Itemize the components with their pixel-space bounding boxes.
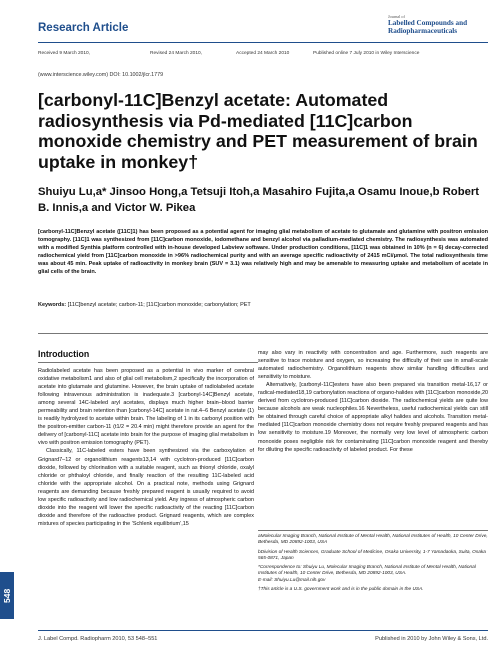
footnote-affiliation-b: bDivision of Health Sciences, Graduate School of Medicine, Osaka University, 1-7 Yamadaoka, Suita, Osaka 565-0871, Japan — [258, 549, 486, 561]
footnote-email[interactable]: E-mail: Shuiyu.Lu@mail.nih.gov — [258, 577, 326, 583]
footer-copyright: Published in 2010 by John Wiley & Sons, Ltd. — [375, 636, 488, 642]
footer-citation: J. Label Compd. Radiopharm 2010, 53 548–551 — [38, 636, 158, 642]
footnote-public-domain: †This article is a U.S. government work and is in the public domain in the USA. — [258, 587, 424, 593]
section-heading-introduction: Introduction — [38, 349, 90, 359]
abstract: [carbonyl-11C]Benzyl acetate ([11C]1) has been proposed as a potential agent for imaging glial metabolism of acetate to glutamate and glutamine with positron emission tomography. [11C]1 was synthesized from [11C]carbon monoxide, iodomethane and benzyl alcohol via palladium-mediated chemistry. The radiosynthesis was automated with a modified Synthia platform controlled with in-house developed Labview software. Under production conditions, [11C]1 was obtained in 10% (n = 6) decay-corrected radiochemical yield from [11C]carbon monoxide in >96% radiochemical purity and with an average specific radioactivity of 2415 mCi/μmol. The total radiosynthesis time was about 45 min. Peak uptake of radioactivity in monkey brain (SUV = 3.1) was relatively high and may be amenable to measuring uptake and metabolism of acetate in glial cells of the brain. — [38, 229, 488, 276]
doi-line[interactable]: (www.interscience.wiley.com) DOI: 10.1002/jlcr.1779 — [38, 72, 164, 78]
keywords — [38, 302, 488, 310]
section-label: Research Article — [38, 22, 129, 34]
footnotes — [258, 534, 488, 596]
revised-date: Revised 24 March 2010, — [150, 51, 202, 56]
article-title: [carbonyl-11C]Benzyl acetate: Automated radiosynthesis via Pd-mediated [11C]carbon monoxide chemistry and PET measurement of brain uptake in monkey† — [38, 90, 478, 172]
footnote-affiliation-a: aMolecular Imaging Branch, National Institute of Mental Health, National Institutes of Health, 10 Center Drive, Bethesda, MD 20892-1003, USA — [258, 534, 488, 546]
footnote-correspondence: *Correspondence to: Shuiyu Lu, Molecular Imaging Branch, National Institute of Mental Health, National Institutes of Health, 10 Center Drive, Bethesda, MD 20892-1003, USA. — [258, 565, 476, 577]
journal-logo — [388, 14, 488, 36]
keywords-text: [11C]benzyl acetate; carbon-11; [11C]carbon monoxide; carbonylation; PET — [67, 302, 251, 308]
page-number: 548 — [2, 588, 12, 603]
author-list: Shuiyu Lu,a* Jinsoo Hong,a Tetsuji Itoh,a Masahiro Fujita,a Osamu Inoue,b Robert B. Innis,a and Victor W. Pikea — [38, 186, 480, 214]
keywords-label: Keywords: — [38, 302, 67, 308]
heading-divider — [38, 362, 258, 363]
header-divider — [38, 42, 488, 43]
body-paragraph: Classically, 11C-labeled esters have been synthesized via the carboxylation of Grignard7–12 or organolithium reagents13,14 with cyclotron-produced [11C]carbon dioxide, followed by chlorination with a suitable reagent, such as thionyl chloride, oxalyl chloride or phthaloyl chloride, and finally reaction of the resulting 11C-labeled acid chloride with the appropriate alcohol. On a practical note, methods using Grignard reagents are demanding because freshly prepared reagent is usually required to avoid low specific radioactivity and low radiochemical yield. Any ingress of atmospheric carbon dioxide into the reagent will lower the specific radioactivity of the reacting [11C]carbon dioxide and therefore of the radioactive product. Grignard reagents, which are complex mixtures of species participating in the ‘Schlenk equilibrium’,15 — [38, 448, 254, 527]
body-paragraph: Alternatively, [carbonyl-11C]esters have also been prepared via transition metal-16,17 or radical-mediated18,19 carbonylation reactions of organo-halides with [11C]carbon monoxide,20 derived from cyclotron-produced [11C]carbon dioxide. The radiochemical yields are quite low because alcohols are weak nucleophiles.16 Nevertheless, useful radiochemical yields can still be obtained through careful choice of appropriate alkyl halides and alcohols. Transition metal-mediated [11C]carbon monoxide chemistry does not require freshly prepared reagents and has low sensitivity to moisture.19 Moreover, the normally very low level of atmospheric carbon monoxide poses negligible risk for contaminating [11C]carbon monoxide reagent and thereby for diluting the specific radioactivity of labeled product. For these — [258, 382, 488, 453]
journal-logo-line2: Radiopharmaceuticals — [388, 27, 458, 36]
body-column-right — [258, 349, 488, 454]
footer-divider — [38, 630, 488, 631]
article-dates — [38, 51, 488, 61]
footnote-divider — [258, 530, 488, 531]
body-paragraph: may also vary in reactivity with concentration and age. Furthermore, such reagents are sensitive to trace moisture and oxygen, so increasing the difficulty of their use in small-scale automated radiochemistry. Organolithium reagents show similar handling difficulties and sensitivity to moisture. — [258, 350, 488, 381]
accepted-date: Accepted 24 March 2010 — [236, 51, 290, 56]
abstract-divider — [38, 333, 488, 334]
journal-logo-small: Journal of — [388, 14, 405, 19]
received-date: Received 9 March 2010, — [38, 51, 90, 56]
published-date: Published online 7 July 2010 in Wiley Interscience — [313, 51, 420, 56]
body-paragraph: Radiolabeled acetate has been proposed as a potential in vivo marker of cerebral oxidative metabolism1 and also of glial cell metabolism,2 specifically the incorporation of acetate into glutamate and glutamine. However, the brain uptake of radiolabeled acetate following intravenous administration is inadequate.3 [carbonyl-14C]Benzyl acetate, among several 14C-labeled aryl acetates, displays much higher brain–blood barrier permeability and brain retention than [carbonyl-14C] acetate in rat.4–6 Benzyl acetate (1) is readily hydrolyzed to acetate within brain. The labeling of 1 in its carbonyl position with the positron-emitter carbon-11 (t1/2 = 20.4 min) might therefore provide an agent for the delivery of [carbonyl-11C] acetate into brain for the purpose of imaging glial metabolism in vivo with positron emission tomography (PET). — [38, 368, 254, 447]
body-column-left — [38, 367, 254, 528]
journal-logo-line1: Labelled Compounds and — [388, 19, 468, 27]
